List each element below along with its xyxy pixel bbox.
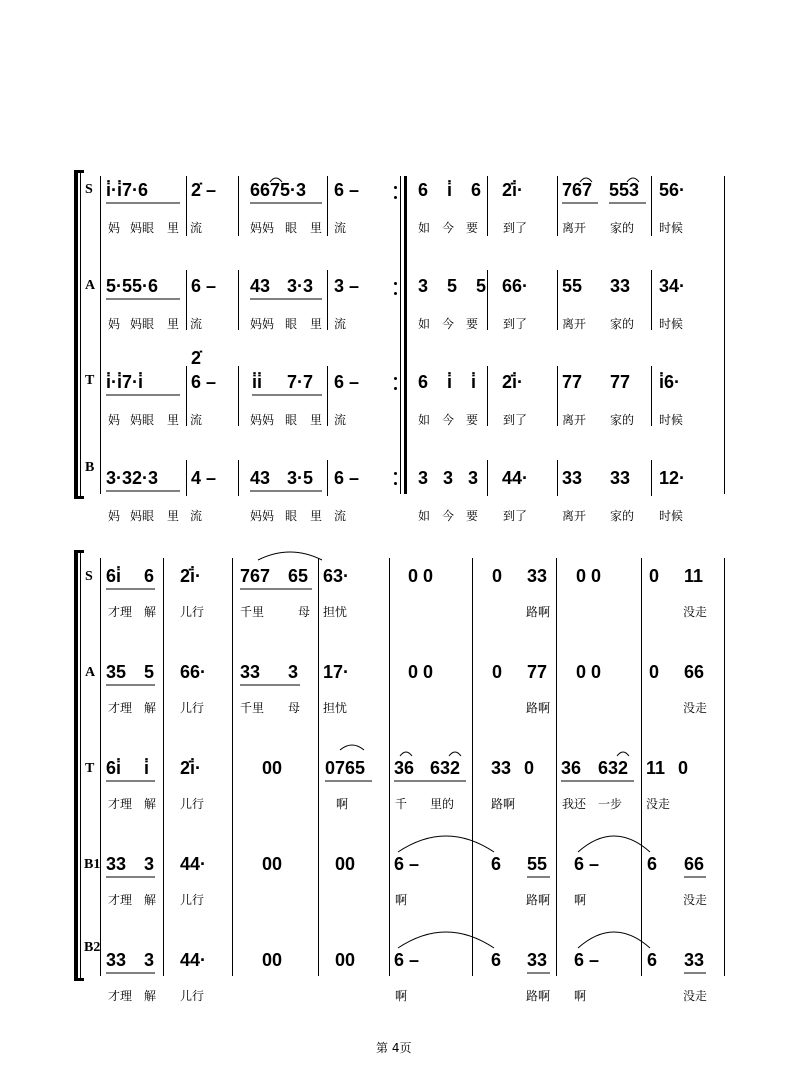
lyric: 一步 bbox=[598, 797, 623, 811]
system-bracket-thin bbox=[80, 172, 81, 498]
barline bbox=[487, 270, 488, 330]
lyric: 路啊 bbox=[526, 605, 551, 619]
notes-measure: 44· bbox=[180, 854, 207, 874]
part-label-bass-2: B2 bbox=[84, 940, 101, 955]
barline bbox=[556, 558, 557, 976]
lyric: 时候 bbox=[659, 221, 684, 235]
tie-mark bbox=[578, 932, 650, 948]
lyric: 妈妈 bbox=[250, 509, 275, 523]
lyric: 流 bbox=[334, 317, 347, 331]
notes-measure: 33 bbox=[527, 950, 548, 970]
lyric: 解 bbox=[144, 605, 157, 619]
notes-measure: 553 bbox=[609, 180, 640, 200]
lyric: 路啊 bbox=[526, 893, 551, 907]
notes-measure: 4 – bbox=[191, 468, 217, 488]
lyric: 里 bbox=[310, 413, 323, 427]
lyric: 到了 bbox=[503, 413, 528, 427]
lyric: 千里 bbox=[240, 701, 265, 715]
lyric: 路啊 bbox=[526, 989, 551, 1003]
barline bbox=[472, 558, 473, 976]
notes-measure: 34· bbox=[659, 276, 686, 296]
barline bbox=[487, 176, 488, 236]
lyric: 如 bbox=[418, 413, 431, 427]
part-label-alto: A bbox=[85, 278, 96, 293]
part-label-tenor: T bbox=[85, 373, 95, 388]
lyric: 到了 bbox=[503, 317, 528, 331]
notes-measure: 0765 bbox=[325, 758, 366, 778]
notes-measure: 11 bbox=[684, 566, 704, 586]
notes-measure: 6i̇ bbox=[106, 758, 122, 778]
lyric: 里 bbox=[167, 221, 180, 235]
barline bbox=[238, 460, 239, 496]
lyric: 里 bbox=[167, 509, 180, 523]
part-label-alto: A bbox=[85, 665, 96, 680]
notes-measure: 43 bbox=[250, 276, 271, 296]
barline bbox=[641, 558, 642, 976]
notes-measure: 6i̇ bbox=[106, 566, 122, 586]
notes-measure: 66· bbox=[180, 662, 207, 682]
notes-measure: 2̇ – bbox=[191, 180, 217, 200]
lyric: 才理 bbox=[108, 989, 133, 1003]
barline bbox=[238, 176, 239, 236]
lyric: 解 bbox=[144, 893, 157, 907]
lyric: 没走 bbox=[646, 797, 671, 811]
notes-measure: 65 bbox=[288, 566, 309, 586]
lyric: 妈眼 bbox=[130, 317, 155, 331]
barline bbox=[651, 366, 652, 426]
notes-measure: 6 bbox=[144, 566, 155, 586]
lyric: 到了 bbox=[503, 509, 528, 523]
notes-measure: 6 – bbox=[334, 180, 360, 200]
lyric: 啊 bbox=[395, 893, 408, 907]
lyric: 妈妈 bbox=[250, 221, 275, 235]
notes-measure: 6 – bbox=[394, 854, 420, 874]
lyric: 担忧 bbox=[323, 701, 348, 715]
notes-measure: 6 – bbox=[334, 468, 360, 488]
lyric: 没走 bbox=[683, 893, 708, 907]
lyric: 儿行 bbox=[180, 893, 205, 907]
part-label-bass: B bbox=[85, 460, 95, 475]
notes-measure: 36 bbox=[561, 758, 582, 778]
notes-measure: 3 bbox=[288, 662, 299, 682]
repeat-barline-thin bbox=[400, 176, 401, 494]
lyric: 妈眼 bbox=[130, 221, 155, 235]
notes-measure: 6 i̇ i̇ bbox=[418, 372, 477, 392]
lyric: 才理 bbox=[108, 797, 133, 811]
lyric: 千里 bbox=[240, 605, 265, 619]
lyric: 要 bbox=[466, 509, 479, 523]
slur-mark bbox=[340, 745, 364, 750]
notes-measure: 6 – bbox=[191, 372, 217, 392]
lyric: 路啊 bbox=[526, 701, 551, 715]
notes-measure: 44· bbox=[180, 950, 207, 970]
part-label-soprano: S bbox=[85, 182, 93, 197]
barline bbox=[232, 558, 233, 976]
notes-measure: 55 bbox=[562, 276, 583, 296]
lyric: 家的 bbox=[610, 221, 635, 235]
system-bracket-thin bbox=[80, 552, 81, 980]
barline bbox=[186, 366, 187, 426]
notes-measure: 0 0 bbox=[408, 566, 434, 586]
notes-measure: 5 bbox=[144, 662, 155, 682]
lyric: 眼 bbox=[285, 509, 298, 523]
notes-measure: 33 bbox=[562, 468, 583, 488]
notes-measure: 6 – bbox=[191, 276, 217, 296]
notes-measure: 66 bbox=[684, 662, 705, 682]
notes-measure: 66· bbox=[502, 276, 529, 296]
notes-measure: 6 – bbox=[334, 372, 360, 392]
barline bbox=[238, 270, 239, 330]
notes-measure: 767 bbox=[240, 566, 271, 586]
barline bbox=[327, 270, 328, 330]
lyric: 离开 bbox=[562, 317, 587, 331]
lyric: 啊 bbox=[574, 989, 587, 1003]
lyric: 眼 bbox=[285, 413, 298, 427]
notes-measure: 6 bbox=[647, 854, 658, 874]
notes-measure: 6 – bbox=[574, 854, 600, 874]
lyric: 今 bbox=[442, 413, 455, 427]
barline bbox=[557, 270, 558, 330]
lyric: 要 bbox=[466, 221, 479, 235]
notes-measure: 632 bbox=[598, 758, 629, 778]
notes-measure: 00 bbox=[262, 758, 283, 778]
lyric: 家的 bbox=[610, 413, 635, 427]
lyric: 里的 bbox=[430, 797, 455, 811]
notes-measure: 63· bbox=[323, 566, 350, 586]
lyric: 要 bbox=[466, 317, 479, 331]
notes-measure: 12· bbox=[659, 468, 686, 488]
system-bracket bbox=[74, 552, 78, 980]
barline bbox=[318, 558, 319, 976]
lyric: 妈 bbox=[108, 509, 121, 523]
lyric: 没走 bbox=[683, 989, 708, 1003]
barline bbox=[651, 270, 652, 330]
lyric: 我还 bbox=[562, 797, 587, 811]
lyric: 儿行 bbox=[180, 989, 205, 1003]
lyric: 妈眼 bbox=[130, 509, 155, 523]
notes-measure: 6 – bbox=[574, 950, 600, 970]
notes-measure: 33 bbox=[610, 468, 631, 488]
notes-measure: 3·5 bbox=[287, 468, 314, 488]
lyric: 妈妈 bbox=[250, 413, 275, 427]
lyric: 流 bbox=[334, 221, 347, 235]
system-left-barline bbox=[100, 176, 101, 494]
notes-measure: 3·3 bbox=[287, 276, 314, 296]
lyric: 家的 bbox=[610, 509, 635, 523]
notes-measure: 0 0 bbox=[576, 566, 602, 586]
barline bbox=[557, 366, 558, 426]
lyric: 母 bbox=[298, 605, 311, 619]
notes-measure: 6 – bbox=[394, 950, 420, 970]
part-label-bass-1: B1 bbox=[84, 857, 101, 872]
notes-measure: 0 0 bbox=[408, 662, 434, 682]
lyric: 到了 bbox=[503, 221, 528, 235]
lyric: 儿行 bbox=[180, 797, 205, 811]
notes-measure: 0 bbox=[492, 566, 503, 586]
notes-measure: i̇·i̇7·6 bbox=[106, 180, 149, 200]
part-label-soprano: S bbox=[85, 569, 93, 584]
notes-measure: 5·55·6 bbox=[106, 276, 159, 296]
tie-mark bbox=[398, 836, 494, 852]
notes-measure: 35 bbox=[106, 662, 127, 682]
notes-measure: 3 – bbox=[334, 276, 360, 296]
lyric: 儿行 bbox=[180, 605, 205, 619]
lyric: 里 bbox=[167, 413, 180, 427]
notes-measure: 6 bbox=[647, 950, 658, 970]
lyric: 里 bbox=[167, 317, 180, 331]
notes-measure: 6 bbox=[491, 950, 502, 970]
barline bbox=[724, 558, 725, 976]
barline bbox=[389, 558, 390, 976]
notes-measure: 767 bbox=[562, 180, 593, 200]
notes-measure: 0 bbox=[649, 566, 660, 586]
notes-measure: 3·32·3 bbox=[106, 468, 159, 488]
notes-measure: 632 bbox=[430, 758, 461, 778]
notes-measure: 0 bbox=[492, 662, 503, 682]
lyric: 里 bbox=[310, 509, 323, 523]
notes-measure: 00 bbox=[262, 950, 283, 970]
notes-measure: 0 0 bbox=[576, 662, 602, 682]
slur-mark bbox=[449, 752, 461, 756]
lyric: 时候 bbox=[659, 317, 684, 331]
barline bbox=[651, 460, 652, 496]
lyric: 解 bbox=[144, 701, 157, 715]
lyric: 解 bbox=[144, 797, 157, 811]
lyric: 今 bbox=[442, 221, 455, 235]
lyric: 解 bbox=[144, 989, 157, 1003]
lyric: 流 bbox=[190, 413, 203, 427]
lyric: 里 bbox=[310, 317, 323, 331]
lyric: 啊 bbox=[574, 893, 587, 907]
system-bracket bbox=[74, 172, 78, 498]
notes-measure: 2̇i̇· bbox=[502, 180, 524, 200]
lyric: 流 bbox=[334, 509, 347, 523]
slur-mark bbox=[617, 752, 629, 756]
lyric: 母 bbox=[288, 701, 301, 715]
lyric: 离开 bbox=[562, 413, 587, 427]
notes-measure: 66 bbox=[684, 854, 705, 874]
barline bbox=[487, 460, 488, 496]
lyric: 没走 bbox=[683, 605, 708, 619]
notes-measure: 6675·3 bbox=[250, 180, 307, 200]
slur-mark bbox=[400, 752, 412, 756]
notes-measure: 77 bbox=[610, 372, 631, 392]
lyric: 啊 bbox=[395, 989, 408, 1003]
notes-measure: 2̇i̇· bbox=[502, 372, 524, 392]
notes-measure: 2̇i̇· bbox=[180, 758, 202, 778]
notes-measure: 7·7 bbox=[287, 372, 314, 392]
notes-measure: 6 bbox=[491, 854, 502, 874]
notes-measure: 3 5 5 bbox=[418, 276, 487, 296]
lyric: 千 bbox=[395, 797, 408, 811]
repeat-barline-thick bbox=[404, 176, 407, 494]
notes-measure: 33 0 bbox=[491, 758, 535, 778]
lyric: 家的 bbox=[610, 317, 635, 331]
notes-measure: 6 i̇ 6 bbox=[418, 180, 482, 200]
notes-measure: 43 bbox=[250, 468, 271, 488]
notes-measure: 77 bbox=[527, 662, 548, 682]
notes-measure: 3 bbox=[144, 950, 155, 970]
barline bbox=[163, 558, 164, 976]
lyric: 流 bbox=[190, 221, 203, 235]
lyric: 妈 bbox=[108, 317, 121, 331]
lyric: 时候 bbox=[659, 413, 684, 427]
lyric: 今 bbox=[442, 317, 455, 331]
lyric: 眼 bbox=[285, 221, 298, 235]
lyric: 流 bbox=[334, 413, 347, 427]
barline bbox=[557, 176, 558, 236]
lyric: 妈 bbox=[108, 221, 121, 235]
notes-measure: 00 bbox=[335, 950, 356, 970]
lyric: 离开 bbox=[562, 509, 587, 523]
lyric: 如 bbox=[418, 221, 431, 235]
notes-measure: 11 0 bbox=[646, 758, 689, 778]
slur-mark bbox=[258, 552, 322, 560]
barline bbox=[186, 460, 187, 496]
lyric: 离开 bbox=[562, 221, 587, 235]
notes-measure: 00 bbox=[262, 854, 283, 874]
barline bbox=[327, 176, 328, 236]
notes-measure: 2̇i̇· bbox=[180, 566, 202, 586]
lyric: 妈妈 bbox=[250, 317, 275, 331]
notes-measure: 2̇ bbox=[191, 348, 202, 368]
page-number: 第 4页 bbox=[376, 1041, 412, 1055]
lyric: 流 bbox=[190, 317, 203, 331]
tie-mark bbox=[398, 932, 494, 948]
lyric: 如 bbox=[418, 509, 431, 523]
notes-measure: 17· bbox=[323, 662, 350, 682]
lyric: 担忧 bbox=[323, 605, 348, 619]
notes-measure: 33 bbox=[527, 566, 548, 586]
lyric: 才理 bbox=[108, 893, 133, 907]
lyric: 要 bbox=[466, 413, 479, 427]
lyric: 时候 bbox=[659, 509, 684, 523]
barline bbox=[186, 176, 187, 236]
lyric: 今 bbox=[442, 509, 455, 523]
barline bbox=[487, 366, 488, 426]
notes-measure: i̇6· bbox=[659, 372, 681, 392]
notes-measure: 3 3 3 bbox=[418, 468, 479, 488]
barline bbox=[186, 270, 187, 330]
lyric: 才理 bbox=[108, 605, 133, 619]
lyric: 妈眼 bbox=[130, 413, 155, 427]
notes-measure: 36 bbox=[394, 758, 415, 778]
lyric: 流 bbox=[190, 509, 203, 523]
lyric: 啊 bbox=[336, 797, 349, 811]
lyric: 才理 bbox=[108, 701, 133, 715]
notes-measure: 33 bbox=[240, 662, 261, 682]
lyric: 没走 bbox=[683, 701, 708, 715]
notes-measure: 33 bbox=[610, 276, 631, 296]
system-bracket-bottom bbox=[74, 496, 84, 499]
barline bbox=[557, 460, 558, 496]
notes-measure: 55 bbox=[527, 854, 548, 874]
lyric: 儿行 bbox=[180, 701, 205, 715]
notes-measure: 0 bbox=[649, 662, 660, 682]
lyric: 如 bbox=[418, 317, 431, 331]
barline bbox=[724, 176, 725, 494]
lyric: 里 bbox=[310, 221, 323, 235]
notes-measure: i̇ bbox=[144, 758, 150, 778]
barline bbox=[238, 366, 239, 426]
system-bracket-top bbox=[74, 550, 84, 553]
system-left-barline bbox=[100, 558, 101, 976]
barline bbox=[651, 176, 652, 236]
barline bbox=[327, 460, 328, 496]
tie-mark bbox=[578, 836, 650, 852]
notes-measure: 00 bbox=[335, 854, 356, 874]
system-bracket-bottom bbox=[74, 978, 84, 981]
notes-measure: 3 bbox=[144, 854, 155, 874]
system-bracket-top bbox=[74, 170, 84, 173]
notes-measure: 44· bbox=[502, 468, 529, 488]
notes-measure: i̇·i̇7·i̇ bbox=[106, 372, 144, 392]
notes-measure: 33 bbox=[106, 854, 127, 874]
notes-measure: 77 bbox=[562, 372, 583, 392]
lyric: 妈 bbox=[108, 413, 121, 427]
lyric: 路啊 bbox=[491, 797, 516, 811]
notes-measure: 33 bbox=[684, 950, 705, 970]
barline bbox=[327, 366, 328, 426]
notes-measure: i̇i̇ bbox=[252, 372, 263, 392]
part-label-tenor: T bbox=[85, 761, 95, 776]
notes-measure: 56· bbox=[659, 180, 686, 200]
lyric: 眼 bbox=[285, 317, 298, 331]
notes-measure: 33 bbox=[106, 950, 127, 970]
